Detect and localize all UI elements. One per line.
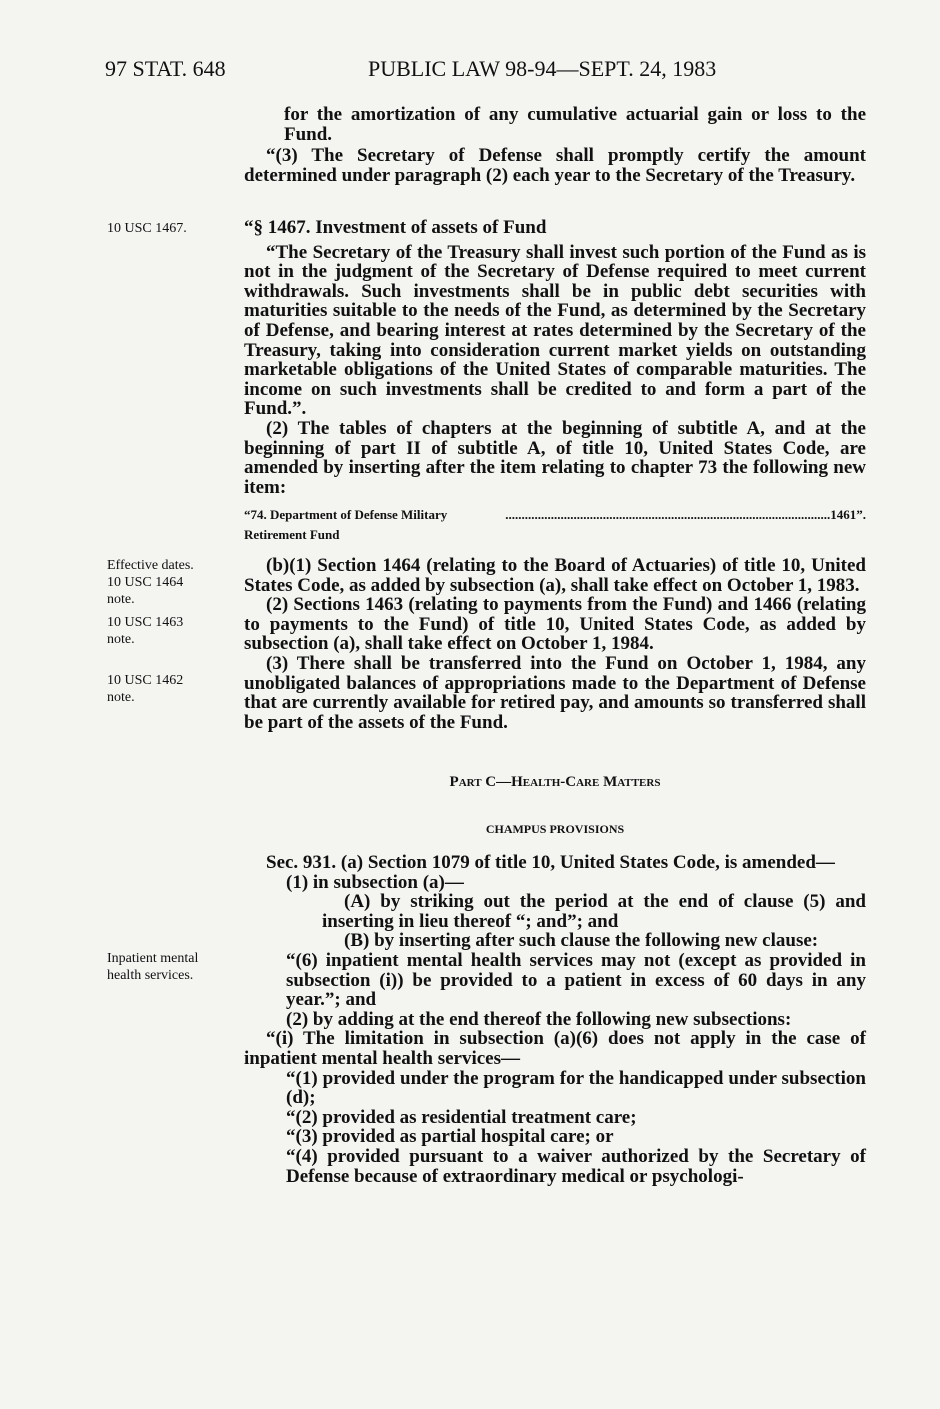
paragraph-certify: “(3) The Secretary of Defense shall promptly certify the amount determined under paragraph (2) each year to the Secretary of the Treasury. — [244, 145, 866, 186]
section-1467-heading: “§ 1467. Investment of assets of Fund — [244, 217, 547, 238]
margin-note-effective-dates — [107, 557, 194, 608]
margin-note-inpatient-label: Inpatient mental — [107, 951, 199, 966]
subsection-i: “(i) The limitation in subsection (a)(6) does not apply in the case of inpatient mental health services— — [244, 1028, 866, 1069]
subsection-i-3: “(3) provided as partial hospital care; or — [286, 1126, 614, 1148]
table-of-chapters-item — [244, 505, 866, 544]
margin-note-usc-1467: 10 USC 1467. — [107, 221, 187, 236]
margin-note-1463 — [107, 614, 183, 648]
paragraph-b3: (3) There shall be transferred into the Fund on October 1, 1984, any unobligated balances of appropriations made to the Department of Defense that are currently available for retired pay, and amounts so transferred shall be part of the assets of the Fund. — [244, 652, 866, 733]
margin-note-usc-1462: 10 USC 1462 — [107, 673, 184, 688]
stat-page-number: 97 STAT. 648 — [105, 56, 226, 81]
text-block-1 — [284, 105, 866, 144]
paragraph-amortization: for the amortization of any cumulative actuarial gain or loss to the Fund. — [284, 104, 866, 145]
margin-note-usc-1464: 10 USC 1464 — [107, 575, 184, 590]
subsection-i-1: “(1) provided under the program for the handicapped under subsection (d); — [286, 1067, 866, 1109]
margin-note-usc-1464-note: note. — [107, 592, 135, 607]
paragraph-investment: “The Secretary of the Treasury shall invest such portion of the Fund as is not in the judgment of the Secretary of Defense required to meet current withdrawals. Such investments shall be in public debt securities with maturities suitable to the needs of the Fund, as determined by the Secretary of Defense, and bearing interest at rates determined by the Secretary of the Treasury, taking into consideration current market yields on outstanding marketable obligations of the United States of comparable maturities. The income on such investments shall be credited to and form a part of the Fund.”. — [244, 241, 866, 420]
margin-note-usc-1463-note: note. — [107, 632, 135, 647]
margin-note-inpatient — [107, 950, 198, 984]
effective-dates-block — [244, 556, 866, 732]
clause-6: “(6) inpatient mental health services may not (except as provided in subsection (i)) be provided to a patient in excess of 60 days in any year.”; and — [286, 949, 866, 1011]
list-item-1: (1) in subsection (a)— — [286, 871, 464, 893]
margin-note-usc-1463: 10 USC 1463 — [107, 615, 184, 630]
table-item-title: “74. Department of Defense Military Retirement Fund — [244, 507, 448, 542]
section-1467-block — [244, 218, 866, 545]
paragraph-b1: (b)(1) Section 1464 (relating to the Board of Actuaries) of title 10, United States Code, as added by subsection (a), shall take effect on October 1, 1983. — [244, 555, 866, 596]
list-item-1a: (A) by striking out the period at the end of clause (5) and inserting in lieu thereof “; and”; and — [322, 891, 866, 932]
table-item-number: 1461”. — [830, 507, 866, 523]
paragraph-b2: (2) Sections 1463 (relating to payments from the Fund) and 1466 (relating to payments to the Fund) of title 10, United States Code, as added by subsection (a), shall take effect on October 1, 1984. — [244, 594, 866, 655]
champus-heading: CHAMPUS PROVISIONS — [485, 822, 625, 836]
margin-note-1462 — [107, 672, 183, 706]
paragraph-tables-amend: (2) The tables of chapters at the beginning of subtitle A, and at the beginning of part II of subtitle A, of title 10, United States Code, are amended by inserting after the item relating to chapter 73 the following new item: — [244, 417, 866, 498]
margin-note-effective-dates-label: Effective dates. — [107, 558, 194, 573]
margin-note-usc-1462-note: note. — [107, 690, 135, 705]
list-item-2: (2) by adding at the end thereof the following new subsections: — [286, 1008, 792, 1030]
public-law-header: PUBLIC LAW 98-94—SEPT. 24, 1983 — [368, 56, 717, 81]
list-item-1b: (B) by inserting after such clause the following new clause: — [344, 930, 819, 952]
part-c-heading: Part C—Health-Care Matters — [449, 774, 661, 790]
subsection-i-4: “(4) provided pursuant to a waiver authorized by the Secretary of Defense because of extraordinary medical or psychologi- — [286, 1145, 866, 1187]
table-item-leader: .................................................................................................... — [505, 507, 831, 523]
section-931-block — [244, 853, 866, 1186]
margin-note-health-services: health services. — [107, 968, 194, 983]
subsection-i-2: “(2) provided as residential treatment care; — [286, 1106, 637, 1128]
text-block-2 — [244, 146, 866, 185]
section-931-intro: Sec. 931. (a) Section 1079 of title 10, United States Code, is amended— — [266, 852, 835, 873]
